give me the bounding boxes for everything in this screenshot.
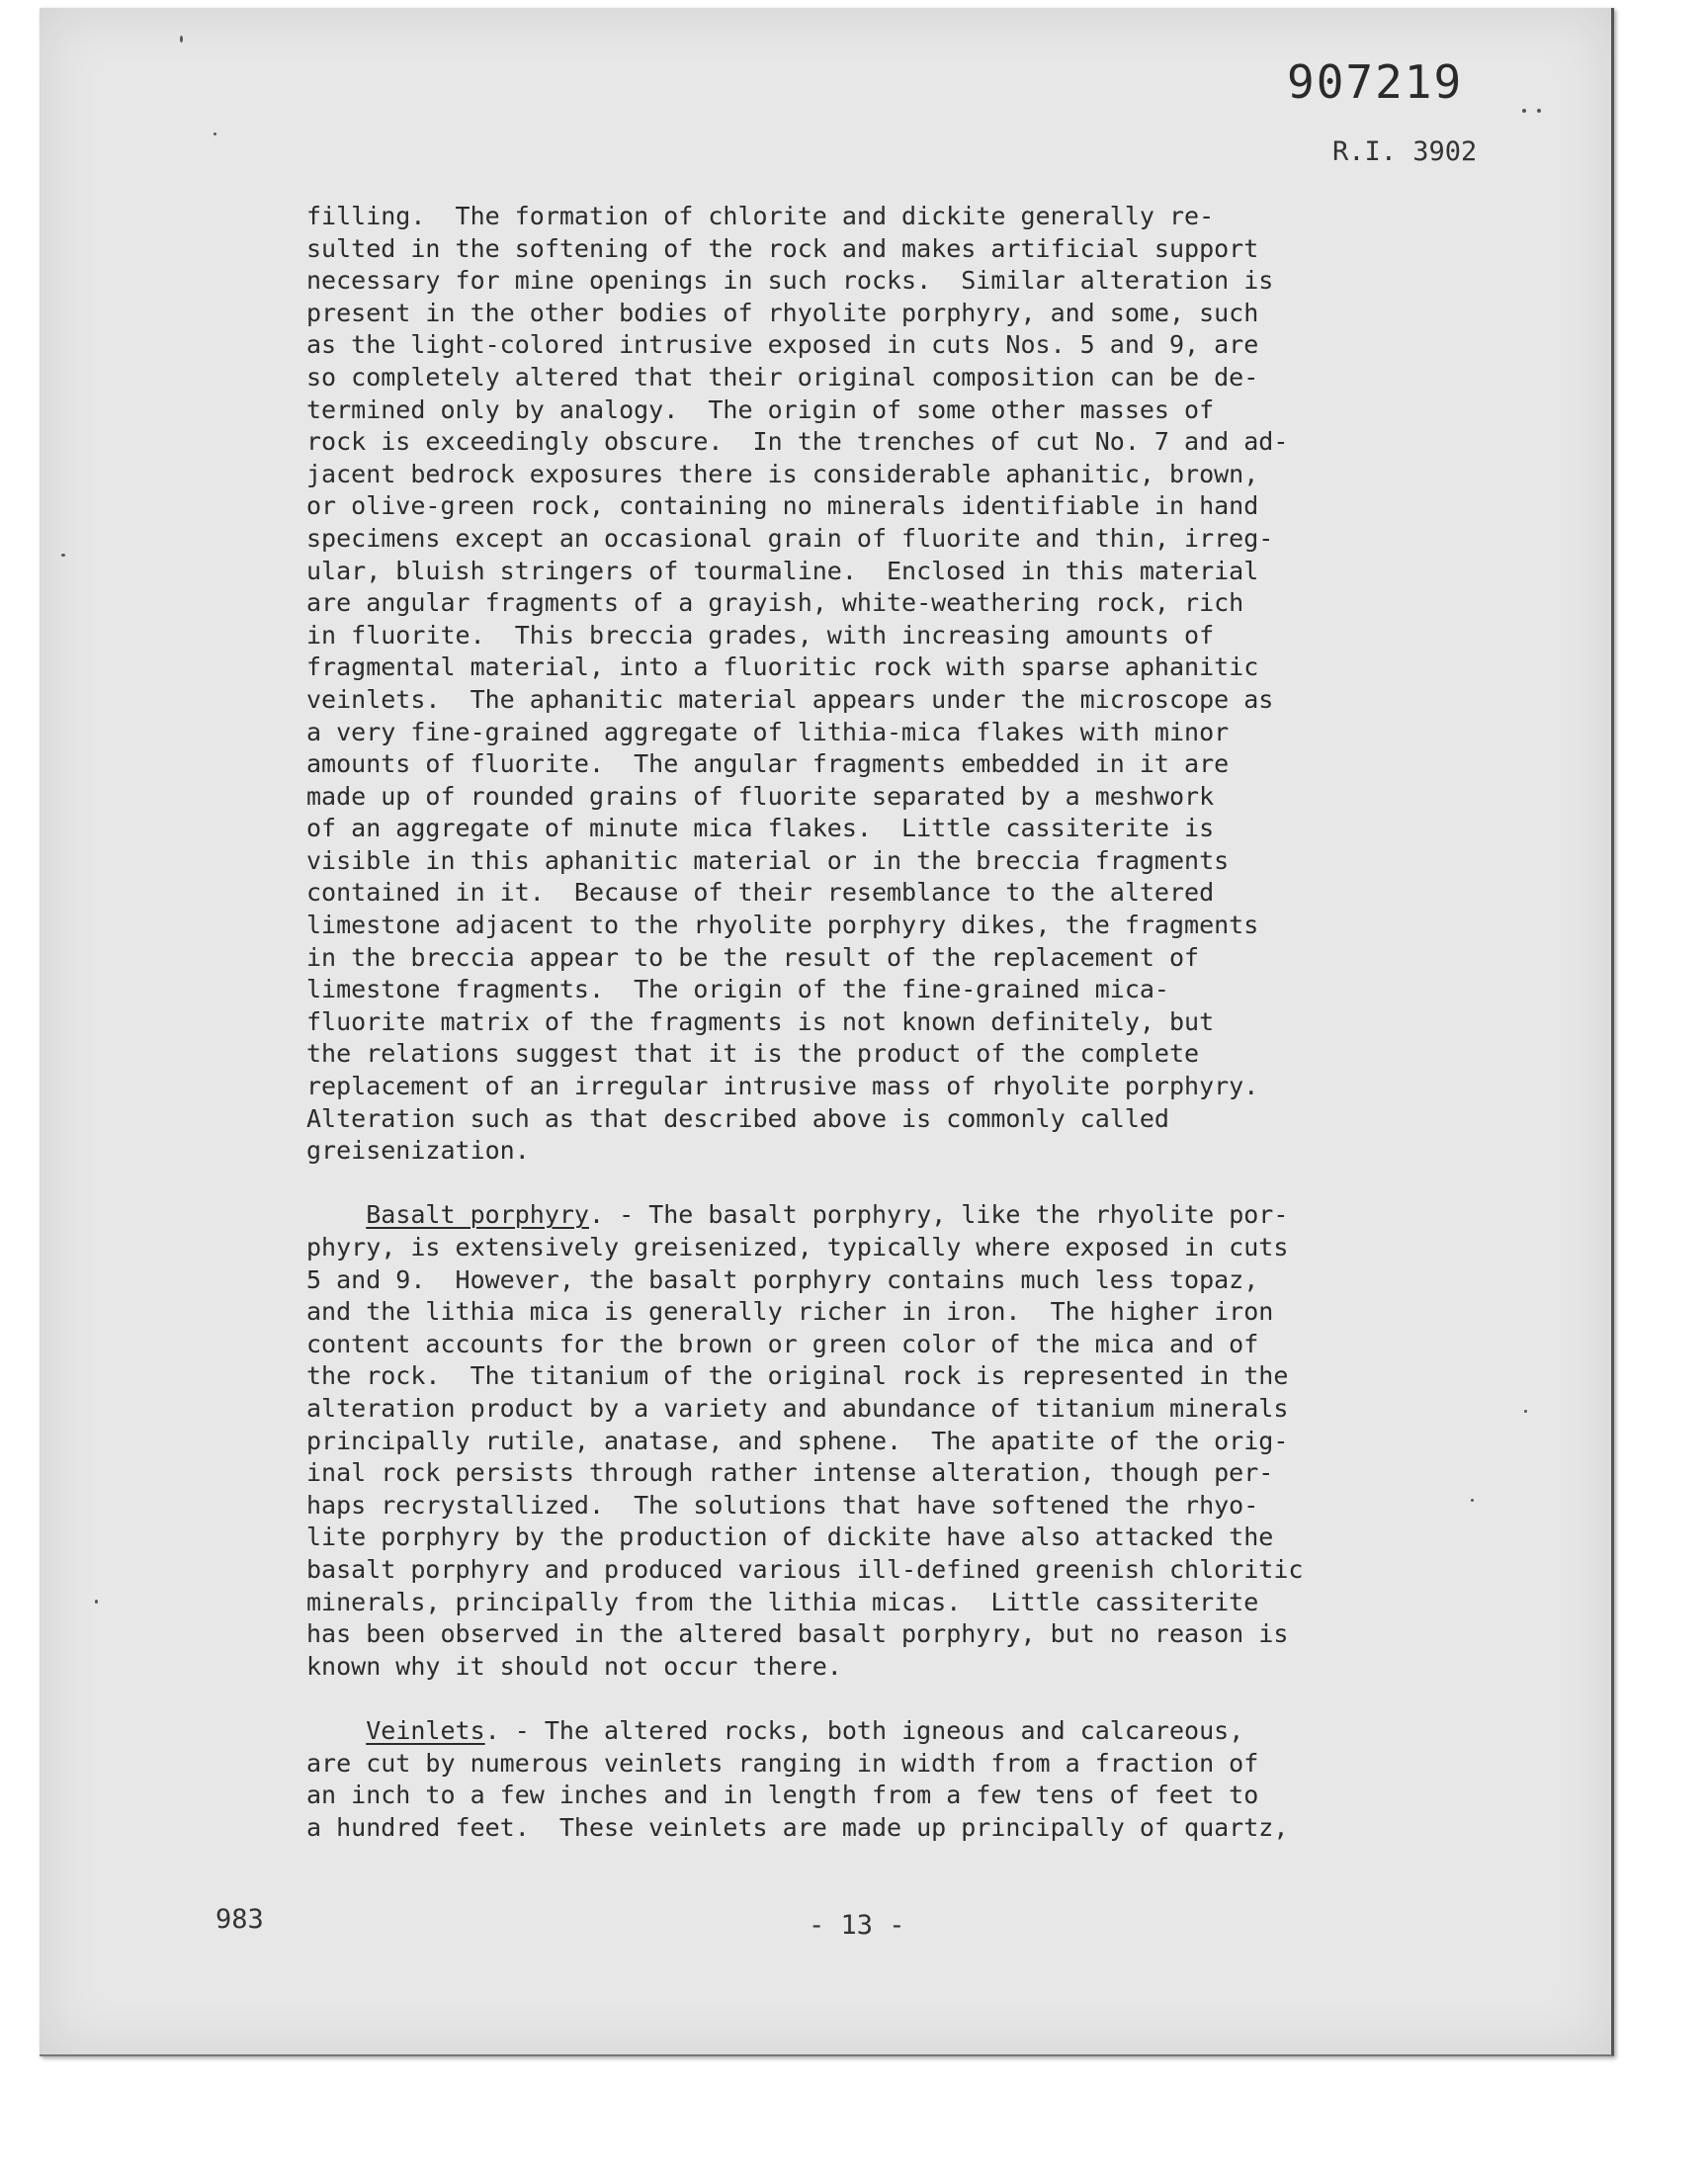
text-line: has been observed in the altered basalt porphyry, but no reason is: [306, 1619, 1289, 1649]
page-number: - 13 -: [809, 1910, 905, 1941]
paragraph-gap: [306, 1168, 1453, 1200]
text-line: Alteration such as that described above is commonly called: [306, 1103, 1169, 1133]
text-line: are cut by numerous veinlets ranging in width from a fraction of: [306, 1748, 1259, 1778]
document-page: [40, 8, 1614, 2056]
paragraph-gap: [306, 1683, 1453, 1715]
text-line: the rock. The titanium of the original rock is represented in the: [306, 1361, 1289, 1391]
text-line: known why it should not occur there.: [306, 1651, 842, 1681]
text-line: in the breccia appear to be the result of the replacement of: [306, 942, 1200, 972]
heading-rest: . - The basalt porphyry, like the rhyolite por-: [589, 1200, 1289, 1230]
text-line: veinlets. The aphanitic material appears under the microscope as: [306, 684, 1274, 714]
text-line: or olive-green rock, containing no minerals identifiable in hand: [306, 491, 1259, 521]
text-line: an inch to a few inches and in length from a few tens of feet to: [306, 1781, 1259, 1810]
text-line: made up of rounded grains of fluorite separated by a meshwork: [306, 781, 1215, 811]
paragraph-alteration: [306, 201, 1453, 1168]
text-line: filling. The formation of chlorite and dickite generally re-: [306, 202, 1215, 230]
heading-rest: . - The altered rocks, both igneous and calcareous,: [484, 1715, 1244, 1745]
text-line: 5 and 9. However, the basalt porphyry contains much less topaz,: [306, 1264, 1259, 1294]
text-line: fluorite matrix of the fragments is not known definitely, but: [306, 1006, 1215, 1036]
text-line: a very fine-grained aggregate of lithia-mica flakes with minor: [306, 717, 1230, 746]
text-line: replacement of an irregular intrusive mass of rhyolite porphyry.: [306, 1072, 1259, 1101]
text-line: minerals, principally from the lithia micas. Little cassiterite: [306, 1587, 1259, 1616]
text-line: basalt porphyry and produced various ill-defined greenish chloritic: [306, 1554, 1304, 1584]
text-line: visible in this aphanitic material or in the breccia fragments: [306, 845, 1230, 875]
paragraph-veinlets: [306, 1715, 1453, 1844]
text-line: jacent bedrock exposures there is considerable aphanitic, brown,: [306, 459, 1259, 488]
text-line: necessary for mine openings in such rocks. Similar alteration is: [306, 266, 1274, 296]
scan-speck: [1524, 1410, 1527, 1413]
text-line: specimens except an occasional grain of fluorite and thin, irreg-: [306, 523, 1274, 553]
text-line: rock is exceedingly obscure. In the trenches of cut No. 7 and ad-: [306, 427, 1289, 457]
scan-speck: [1522, 109, 1526, 113]
text-line: [306, 1715, 1453, 1748]
scan-speck: [1471, 1499, 1474, 1502]
text-line: sulted in the softening of the rock and makes artificial support: [306, 233, 1259, 263]
scan-speck: [180, 36, 183, 43]
text-line: and the lithia mica is generally richer in iron. The higher iron: [306, 1297, 1274, 1327]
text-line: are angular fragments of a grayish, white-weathering rock, rich: [306, 588, 1244, 618]
text-line: haps recrystallized. The solutions that have softened the rhyo-: [306, 1490, 1259, 1520]
text-line: amounts of fluorite. The angular fragments embedded in it are: [306, 749, 1230, 779]
text-line: in fluorite. This breccia grades, with increasing amounts of: [306, 620, 1215, 650]
section-heading-veinlets: Veinlets: [366, 1715, 485, 1745]
text-line: limestone fragments. The origin of the fine-grained mica-: [306, 975, 1169, 1004]
text-line: greisenization.: [306, 1136, 530, 1166]
text-line: contained in it. Because of their resemblance to the altered: [306, 878, 1215, 908]
text-line: of an aggregate of minute mica flakes. Little cassiterite is: [306, 814, 1215, 843]
text-line: phyry, is extensively greisenized, typically where exposed in cuts: [306, 1233, 1289, 1262]
text-line: so completely altered that their original composition can be de-: [306, 362, 1259, 392]
text-line: alteration product by a variety and abundance of titanium minerals: [306, 1393, 1289, 1423]
report-id: R.I. 3902: [1332, 136, 1478, 167]
text-line: ular, bluish stringers of tourmaline. Enclosed in this material: [306, 556, 1259, 585]
scan-speck: [95, 1600, 98, 1604]
text-line: the relations suggest that it is the product of the complete: [306, 1039, 1200, 1069]
document-number: 907219: [1287, 55, 1464, 109]
scan-speck: [214, 132, 216, 135]
text-line: present in the other bodies of rhyolite porphyry, and some, such: [306, 298, 1259, 327]
text-line: [306, 1199, 1453, 1232]
text-line: principally rutile, anatase, and sphene. The apatite of the orig-: [306, 1426, 1289, 1455]
section-heading-basalt-porphyry: Basalt porphyry: [366, 1200, 589, 1230]
text-line: as the light-colored intrusive exposed in cuts Nos. 5 and 9, are: [306, 330, 1259, 360]
text-line: lite porphyry by the production of dickite have also attacked the: [306, 1522, 1274, 1552]
paragraph-basalt-porphyry: [306, 1199, 1453, 1683]
document-body: [306, 201, 1453, 1844]
text-line: termined only by analogy. The origin of some other masses of: [306, 394, 1215, 424]
scan-speck: [1537, 109, 1541, 113]
text-line: a hundred feet. These veinlets are made up principally of quartz,: [306, 1812, 1289, 1842]
text-line: fragmental material, into a fluoritic rock with sparse aphanitic: [306, 652, 1259, 682]
text-line: content accounts for the brown or green color of the mica and of: [306, 1329, 1259, 1358]
text-line: inal rock persists through rather intense alteration, though per-: [306, 1458, 1274, 1488]
scan-speck: [61, 554, 65, 557]
page-code: 983: [215, 1904, 264, 1935]
text-line: limestone adjacent to the rhyolite porphyry dikes, the fragments: [306, 911, 1259, 940]
